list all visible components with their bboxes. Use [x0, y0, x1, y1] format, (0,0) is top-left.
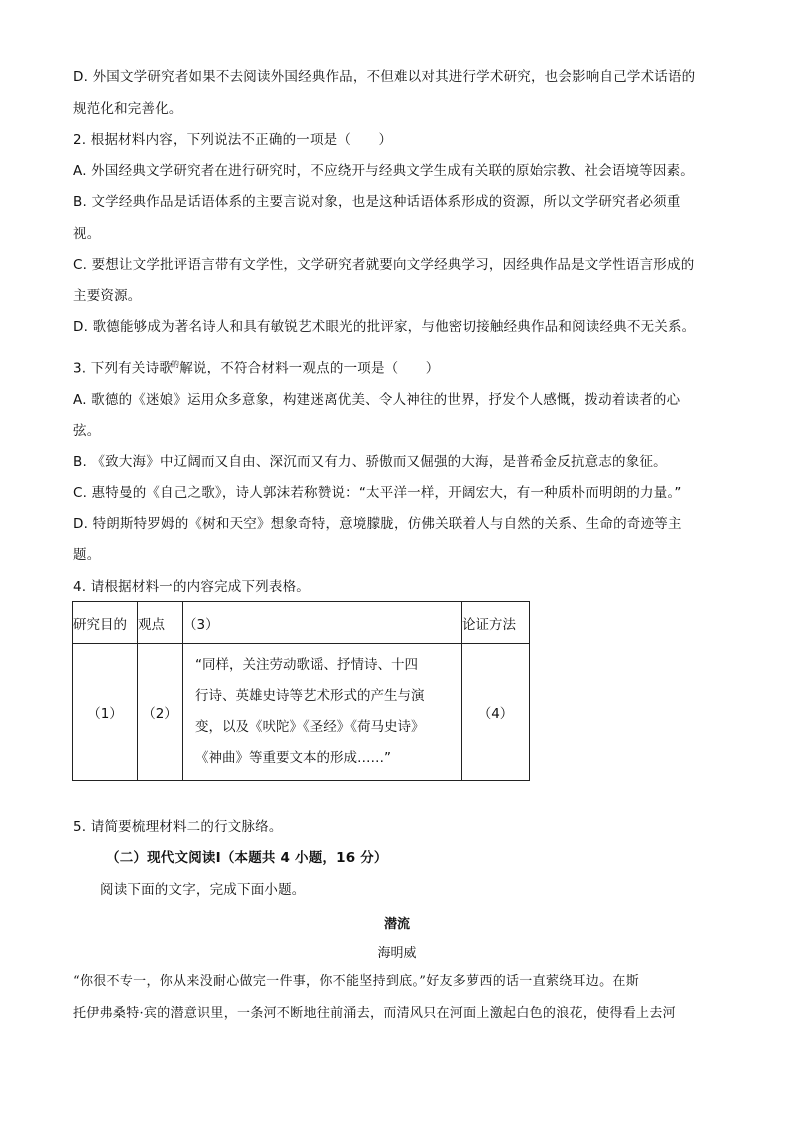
q2-option-c-line2: 主要资源。 [73, 288, 142, 304]
q2-option-a: A. 外国经典文学研究者在进行研究时，不应绕开与经典文学生成有关联的原始宗教、社会语境等因素。 [73, 163, 694, 179]
q2-option-b-line1: B. 文学经典作品是话语体系的主要言说对象，也是这种话语体系形成的资源，所以文学研究者必须重 [73, 194, 681, 210]
header-argument-method: 论证方法 [462, 602, 530, 644]
q2-option-d: D. 歌德能够成为著名诗人和具有敏锐艺术眼光的批评家，与他密切接触经典作品和阅读经典不无关系。 [73, 319, 696, 335]
answer-table [72, 601, 530, 781]
section-heading: （二）现代文阅读Ⅰ（本题共 4 小题，16 分） [106, 850, 388, 866]
table-header-row [73, 602, 530, 644]
question-2: 2. 根据材料内容，下列说法不正确的一项是（ ） [73, 132, 393, 148]
reading-instruction: 阅读下面的文字，完成下面小题。 [100, 882, 306, 898]
story-paragraph-line1: “你很不专一，你从来没耐心做完一件事，你不能坚持到底。”好友多萝西的话一直萦绕耳边。在斯 [73, 974, 639, 989]
quote-line-2: 行诗、英雄史诗等艺术形式的产生与演 [195, 688, 425, 704]
q3-option-d-line2: 题。 [73, 547, 101, 563]
question-3-part1: 3. 下列有关诗歌 [73, 360, 173, 377]
cell-4: （4） [462, 644, 530, 781]
question-3-superscript: 的 [170, 360, 180, 369]
story-paragraph-line2: 托伊弗桑特·宾的潜意识里，一条河不断地往前涌去，而清风只在河面上激起白色的浪花，使得看上去河 [73, 1006, 676, 1021]
quote-line-4: 《神曲》等重要文本的形成……” [195, 750, 391, 766]
cell-1: （1） [73, 644, 138, 781]
q3-option-a-line2: 弦。 [73, 423, 101, 439]
option-d-q1-line2: 规范化和完善化。 [73, 101, 183, 117]
q3-option-a-line1: A. 歌德的《迷娘》运用众多意象，构建迷离优美、令人神往的世界，抒发个人感慨，拨动着读者的心 [73, 392, 681, 408]
q3-option-d-line1: D. 特朗斯特罗姆的《树和天空》想象奇特，意境朦胧，仿佛关联着人与自然的关系、生命的奇迹等主 [73, 516, 682, 532]
question-3-part2: 解说，不符合材料一观点的一项是（ ） [179, 360, 440, 377]
table-row [73, 644, 530, 781]
q3-option-c: C. 惠特曼的《自己之歌》，诗人郭沫若称赞说：“太平洋一样，开阔宏大，有一种质朴而明朗的力量。” [73, 485, 682, 501]
q3-option-b: B. 《致大海》中辽阔而又自由、深沉而又有力、骄傲而又倔强的大海，是普希金反抗意志的象征。 [73, 454, 667, 470]
header-viewpoint: 观点 [138, 602, 183, 644]
header-3: （3） [183, 602, 462, 644]
quote-line-1: “同样，关注劳动歌谣、抒情诗、十四 [195, 657, 418, 673]
option-d-q1-line1: D. 外国文学研究者如果不去阅读外国经典作品，不但难以对其进行学术研究，也会影响自己学术话语的 [73, 69, 696, 85]
quote-line-3: 变，以及《吠陀》《圣经》《荷马史诗》 [195, 719, 425, 735]
story-title: 潜流 [383, 917, 410, 932]
question-3 [73, 355, 440, 379]
cell-quote [183, 644, 462, 781]
q2-option-c-line1: C. 要想让文学批评语言带有文学性，文学研究者就要向文学经典学习，因经典作品是文学性语言形成的 [73, 257, 695, 273]
story-author: 海明威 [377, 946, 417, 961]
q2-option-b-line2: 视。 [73, 226, 101, 242]
cell-2: （2） [138, 644, 183, 781]
question-4: 4. 请根据材料一的内容完成下列表格。 [73, 579, 310, 595]
header-research-purpose: 研究目的 [73, 602, 138, 644]
question-5: 5. 请简要梳理材料二的行文脉络。 [73, 819, 283, 835]
